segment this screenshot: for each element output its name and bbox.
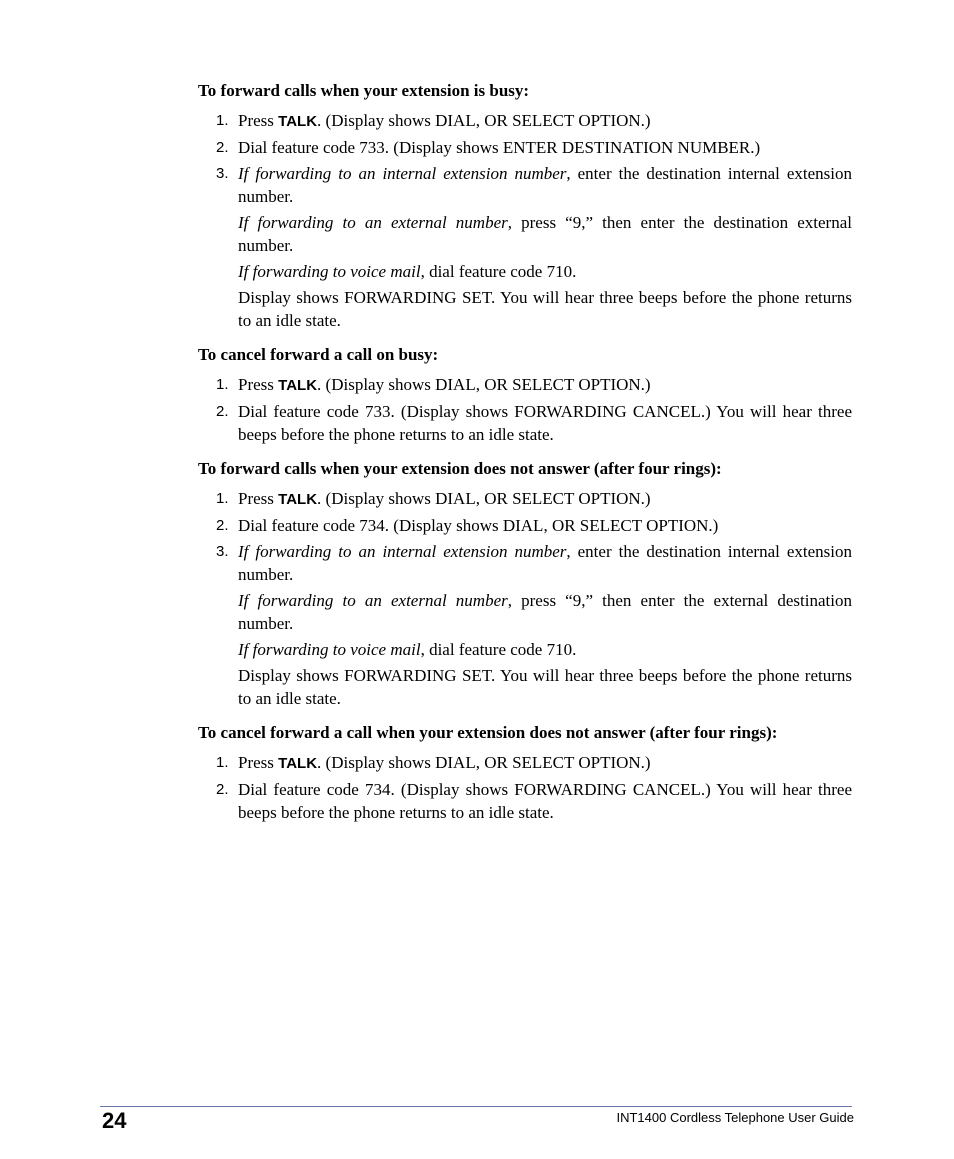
section-cancel-busy	[198, 344, 852, 446]
step-text: Dial feature code 734. (Display shows DIAL, OR SELECT OPTION.)	[238, 516, 719, 535]
step-number: 2.	[216, 139, 229, 156]
step-text: , press “9,” then enter the destination external number.	[238, 213, 852, 255]
section-heading: To cancel forward a call when your extension does not answer (after four rings):	[198, 723, 778, 742]
step-item	[198, 514, 852, 537]
step-item	[198, 751, 852, 775]
step-text: Press	[238, 111, 279, 130]
step-text: Press	[238, 375, 279, 394]
section-forward-no-answer	[198, 458, 852, 710]
step-text: . (Display shows DIAL, OR SELECT OPTION.)	[317, 753, 651, 772]
voicemail-option-label: If forwarding to voice mail	[238, 640, 421, 659]
step-number: 1.	[216, 112, 229, 129]
result-paragraph: Display shows FORWARDING SET. You will hear three beeps before the phone returns to an idle state.	[238, 288, 852, 330]
talk-key-label: TALK	[278, 755, 318, 772]
section-cancel-no-answer	[198, 722, 852, 824]
step-item	[198, 778, 852, 824]
result-paragraph: Display shows FORWARDING SET. You will hear three beeps before the phone returns to an idle state.	[238, 666, 852, 708]
step-text: , dial feature code 710.	[420, 640, 577, 659]
footer-divider	[100, 1106, 852, 1107]
page-number: 24	[102, 1108, 127, 1133]
section-forward-busy	[198, 80, 852, 332]
step-item	[198, 487, 852, 511]
step-number: 1.	[216, 490, 229, 507]
talk-key-label: TALK	[278, 113, 318, 130]
step-text: Dial feature code 734. (Display shows FORWARDING CANCEL.) You will hear three beeps before the phone returns to an idle state.	[238, 780, 852, 822]
step-list	[198, 373, 852, 446]
step-item	[198, 400, 852, 446]
step-text: . (Display shows DIAL, OR SELECT OPTION.)	[317, 111, 651, 130]
external-option-paragraph	[198, 211, 852, 257]
page-content	[198, 80, 852, 836]
section-heading: To forward calls when your extension does not answer (after four rings):	[198, 459, 722, 478]
step-number: 2.	[216, 517, 229, 534]
external-option-paragraph	[198, 589, 852, 635]
step-item	[198, 540, 852, 586]
step-number: 1.	[216, 754, 229, 771]
step-number: 1.	[216, 376, 229, 393]
step-list	[198, 751, 852, 824]
step-text: , enter the destination internal extension number.	[238, 542, 852, 584]
step-text: Press	[238, 489, 279, 508]
step-list	[198, 487, 852, 586]
talk-key-label: TALK	[278, 491, 318, 508]
external-option-label: If forwarding to an external number	[238, 213, 508, 232]
step-number: 3.	[216, 165, 229, 182]
voicemail-option-paragraph	[198, 260, 852, 283]
internal-option-label: If forwarding to an internal extension number	[238, 164, 567, 183]
step-text: , dial feature code 710.	[420, 262, 577, 281]
section-heading: To forward calls when your extension is busy:	[198, 81, 530, 100]
step-list	[198, 109, 852, 208]
talk-key-label: TALK	[278, 377, 318, 394]
voicemail-option-label: If forwarding to voice mail	[238, 262, 421, 281]
internal-option-label: If forwarding to an internal extension number	[238, 542, 567, 561]
step-text: Dial feature code 733. (Display shows ENTER DESTINATION NUMBER.)	[238, 138, 761, 157]
step-item	[198, 162, 852, 208]
step-number: 2.	[216, 403, 229, 420]
section-heading: To cancel forward a call on busy:	[198, 345, 439, 364]
step-text: , press “9,” then enter the external destination number.	[238, 591, 852, 633]
step-item	[198, 373, 852, 397]
step-text: Press	[238, 753, 279, 772]
step-text: . (Display shows DIAL, OR SELECT OPTION.)	[317, 489, 651, 508]
step-item	[198, 136, 852, 159]
step-text: Dial feature code 733. (Display shows FORWARDING CANCEL.) You will hear three beeps before the phone returns to an idle state.	[238, 402, 852, 444]
step-text: , enter the destination internal extension number.	[238, 164, 852, 206]
footer-document-title: INT1400 Cordless Telephone User Guide	[616, 1110, 854, 1125]
voicemail-option-paragraph	[198, 638, 852, 661]
step-text: . (Display shows DIAL, OR SELECT OPTION.)	[317, 375, 651, 394]
external-option-label: If forwarding to an external number	[238, 591, 508, 610]
step-number: 3.	[216, 543, 229, 560]
step-item	[198, 109, 852, 133]
step-number: 2.	[216, 781, 229, 798]
